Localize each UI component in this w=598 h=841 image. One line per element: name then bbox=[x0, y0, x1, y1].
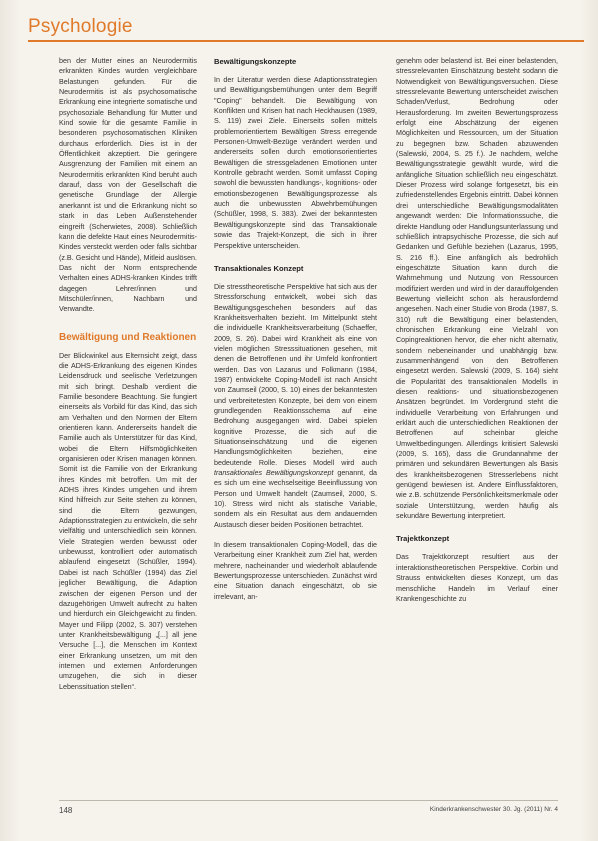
page-header bbox=[28, 16, 588, 44]
subsection-heading: Bewältigungskonzepte bbox=[214, 57, 297, 66]
text-run: genannt, da es sich um eine wechselseitige Beeinflussung von Person und Umwelt handelt (Zaumseil, 2000, S. 10). Stress wird nicht als statische Variable, sondern als ein Resultat aus dem andauernden Austausch dieser beiden Positionen betrachtet. bbox=[214, 469, 378, 529]
column-right bbox=[396, 56, 558, 604]
emphasis-term: transaktionales Bewältigungskonzept bbox=[214, 469, 334, 478]
column-middle bbox=[214, 56, 377, 602]
journal-citation: Kinderkrankenschwester 30. Jg. (2011) Nr. 4 bbox=[429, 806, 558, 813]
paragraph bbox=[214, 282, 377, 530]
subsection-heading: Trajektkonzept bbox=[396, 534, 450, 544]
paragraph-gap bbox=[214, 530, 377, 540]
subsection-heading: Transaktionales Konzept bbox=[214, 263, 304, 273]
paragraph: Das Trajektkonzept resultiert aus der interaktionstheoretischen Perspektive. Corbin und Strauss entwickelten dieses Konzept, um das menschliche Handeln im Verlauf einer Krankengeschichte zu bbox=[396, 553, 558, 603]
text-run: Die stresstheoretische Perspektive hat sich aus der Stressforschung entwickelt, wobei sich das Bewältigungsgeschehen besonders auf das Krankheitsverhalten bezieht. Im Mittelpunkt steht die individuelle Krankheitsverarbeitung (Schaeffer, 2009, S. 26). Dabei wird Krankheit als eine von vielen möglichen Stresssituationen gesehen, mit denen die Betroffenen und ihr Umfeld konfrontiert werden. Das von Lazarus und Folkmann (1984, 1987) entwickelte Coping-Modell ist nach Ansicht von Zaumseil (2000, S. 10) eines der bekanntesten und verbreitetesten Konzepte, bei dem von einem grundlegenden Reaktionsschema auf eine Bedrohung ausgegangen wird. Dabei spielen kognitive Prozesse, die sich auf die Situationseinschätzung und die eigenen Handlungsmöglichkeiten beziehen, eine bedeutende Rolle. Dieses Modell wird auch bbox=[214, 282, 377, 467]
section-title: Psychologie bbox=[28, 16, 133, 37]
column-left bbox=[59, 56, 197, 692]
paragraph: ben der Mutter eines an Neurodermitis erkrankten Kindes wurden vergleichbare Belastungen gefunden. Für die Neurodermitis ist als psychosomatische Erkrankung eine integrierte somatische und psychosoziale Behandlung für Mutter und Kind sowie für die gesamte Familie in besonderen psychosomatischen Kliniken durchaus erforderlich. Dies ist in der Öffentlichkeit akzeptiert. Die geringere Ausgrenzung der Familien mit einem an Neurodermitis erkrankten Kind beruht auch darauf, dass von der Gesellschaft die genetische Grundlage der Allergie anerkannt ist und die Erkrankung nicht so stark in das Leben Außenstehender eingreift (Scherwietes, 2008). Schließlich kann die defekte Haut eines Neurodermitis-Kindes versteckt werden oder falls sichtbar (z.B. Gesicht und Hände), Mitleid auslösen. Das nicht der Norm entsprechende Verhalten eines ADHS-kranken Kindes trifft dagegen Lehrer/innen und Mitschüler/innen, Nachbarn und Verwandte. bbox=[59, 57, 197, 314]
footer-rule bbox=[59, 800, 558, 801]
section-heading: Bewältigung und Reaktionen bbox=[59, 331, 197, 343]
paragraph: In diesem transaktionalen Coping-Modell, das die Verarbeitung einer Krankheit zum Ziel hat, werden mehrere, nacheinander und wiederholt ablaufende Bewertungsprozesse unterschieden. Zunächst wird eine Situation danach eingeschätzt, ob sie irrelevant, an- bbox=[214, 541, 377, 601]
paragraph: Der Blickwinkel aus Elternsicht zeigt, dass die ADHS-Erkrankung des eigenen Kindes Leidensdruck und seelische Verletzungen mit sich bringt. Deshalb verdient die Familie besondere Beachtung. Sie fungiert einerseits als Vorbild für das Kind, das sich am Verhalten und den Normen der Eltern orientieren kann. Andererseits handelt die Familie auch als Unterstützer für das Kind, wobei die Eltern Hilfsmöglichkeiten organisieren oder Krisen managen können. Somit ist die Familie von der Erkrankung ihres Kindes mit betroffen. Um mit der ADHS ihres Kindes umgehen und ihrem Kind hilfreich zur Seite stehen zu können, sind die Eltern gezwungen, Adaptionsstrategien zu entwickeln, die sehr vielfältig und unterschiedlich sein können. Viele Strategien werden bewusst oder unbewusst, kontrolliert oder automatisch ablaufend eingesetzt (Schüßler, 1994). Dabei ist nach Schüßler (1994) das Ziel jeglicher Bewältigung, die Adaption zwischen der eigenen Person und der dazugehörigen Umwelt aufrecht zu halten und hierdurch ein Gleichgewicht zu finden. Mayer und Filipp (2002, S. 307) verstehen unter Krankheitsbewältigung „[...] all jene Versuche [...], die Menschen im Kontext einer Erkrankung unsetzen, um mit den internen und externen Anforderungen umzugehen, die sich in dieser Lebenssituation stellen“. bbox=[59, 351, 197, 691]
paragraph: In der Literatur werden diese Adaptionsstrategien und Bewältigungsbemühungen unter dem Begriff "Coping" behandelt. Die Bewältigung von Konflikten und Krisen hat nach Heckhausen (1989, S. 119) zwei Ziele. Einerseits sollen mittels problemorientiertem Bewältigen Stress erregende Personen-Umwelt-Bezüge verändert werden und andererseits sollen durch emotionsorientiertes Bewältigen die stressgeladenen Emotionen unter Kontrolle gebracht werden. Somit umfasst Coping sowohl die bewussten handlungs-, kognitions- oder emotionsbezogenen Bewältigungsprozesse als auch die unbewussten Abwehrbemühungen (Schüßler, 1998, S. 383). Zwei der bekanntesten Bewältigungskonzepte sind das Transaktionale sowie das Trajekt-Konzept, die sich in ihrer Perspektive unterscheiden. bbox=[214, 76, 377, 250]
paragraph: genehm oder belastend ist. Bei einer belastenden, stressrelevanten Einschätzung besteht sodann die Notwendigkeit von Bewältigungsversuchen. Diese stressrelevante Bewertung unterscheidet zwischen Schaden/Verlust, Bedrohung oder Herausforderung. Im zweiten Bewertungsprozess erfolgt eine Abschätzung der eigenen Möglichkeiten und Ressourcen, um der Situation zu begegnen bzw. Schaden abzuwenden (Salewski, 2004, S. 25 f.). Je nachdem, welche Bewältigungsstrategie gewählt wurde, wird die anfängliche Situation schließlich neu eingeschätzt. Dieser Prozess wird solange fortgesetzt, bis ein zufriedenstellendes Ergebnis eintritt. Dabei können drei unterschiedliche Bewältigungsmodalitäten angewandt werden: Die Informationssuche, die direkte Handlung oder Handlungsunterlassung und schließlich intrapsychische Prozesse, die sich auf Gedanken und Gefühle beziehen (Lazarus, 1995, S. 216 ff.). Eine anfänglich als bedrohlich eingeschätzte Situation kann durch die Wahrnehmung und Nutzung von Ressourcen modifiziert werden und wird in der darauffolgenden Bewertung vielleicht schon als herausfordernd angesehen. Nach einer Studie von Broda (1987, S. 310) ruft die Bewältigung einer belastenden, chronischen Erkrankung eine Vielzahl von Copingreaktionen hervor, die eher nicht alternativ, sondern nebeneinander und unabhängig bzw. zusammenhängend von den Betroffenen eingesetzt werden. Salewski (2009, S. 164) sieht die Popularität des transaktionalen Modells in diesen reaktions- und situationsbezogenen Ansätzen begründet. Im Vordergrund steht die individuelle Verarbeitung von Erfahrungen und erklärt auch die unterschiedlichen Reaktionen der Betroffenen auf scheinbar gleiche Umweltbedingungen. Allerdings kritisiert Salewski (2009, S. 165), dass die Grundannahme der primären und sekundären Bewertungen als Basis des krankheitsbezogenen Stresserlebens nicht genügend bewiesen ist. Andere Einflussfaktoren, wie z.B. schützende Persönlichkeitsmerkmale oder soziale Unterstützung, werden häufig als sekundäre Bewertung interpretiert. bbox=[396, 57, 558, 521]
page-number: 148 bbox=[59, 806, 73, 815]
header-rule bbox=[28, 40, 584, 42]
